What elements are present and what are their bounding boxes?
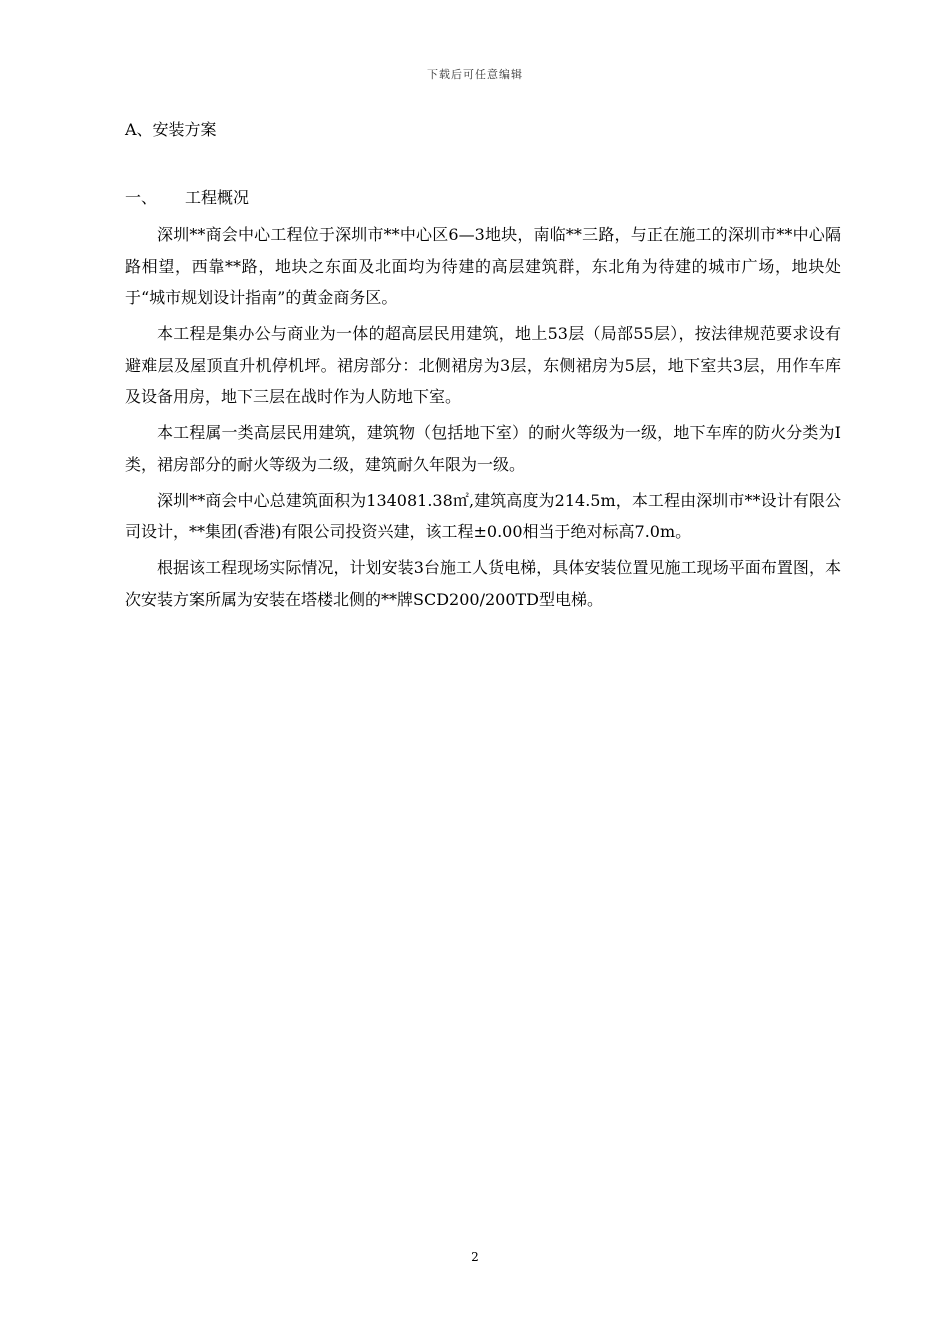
subsection-number: 一、: [125, 188, 158, 207]
section-title: A、安装方案: [125, 120, 217, 139]
document-body: [125, 219, 841, 620]
paragraph-fire-rating: 本工程属一类高层民用建筑，建筑物（包括地下室）的耐火等级为一级，地下车库的防火分类为Ⅰ类，裙房部分的耐火等级为二级，建筑耐久年限为一级。: [125, 423, 841, 474]
subsection-title: 工程概况: [185, 188, 250, 207]
paragraph-building-area: 深圳**商会中心总建筑面积为134081.38㎡,建筑高度为214.5m，本工程由深圳市**设计有限公司设计，**集团(香港)有限公司投资兴建，该工程±0.00相当于绝对标高7.0m。: [125, 490, 841, 541]
header-note: 下载后可任意编辑: [427, 68, 523, 81]
subsection-heading: [125, 187, 249, 209]
paragraph-elevator-plan: 根据该工程现场实际情况，计划安装3台施工人货电梯，具体安装位置见施工现场平面布置图，本次安装方案所属为安装在塔楼北侧的**牌SCD200/200TD型电梯。: [125, 558, 841, 609]
paragraph-building-scale: 本工程是集办公与商业为一体的超高层民用建筑，地上53层（局部55层），按法律规范要求设有避难层及屋顶直升机停机坪。裙房部分：北侧裙房为3层，东侧裙房为5层，地下室共3层，用作车库及设备用房，地下三层在战时作为人防地下室。: [125, 324, 841, 406]
page-number: 2: [471, 1250, 479, 1264]
paragraph-project-location: 深圳**商会中心工程位于深圳市**中心区6—3地块，南临**三路，与正在施工的深圳市**中心隔路相望，西靠**路，地块之东面及北面均为待建的高层建筑群，东北角为待建的城市广场，地块处于“城市规划设计指南”的黄金商务区。: [125, 225, 841, 307]
